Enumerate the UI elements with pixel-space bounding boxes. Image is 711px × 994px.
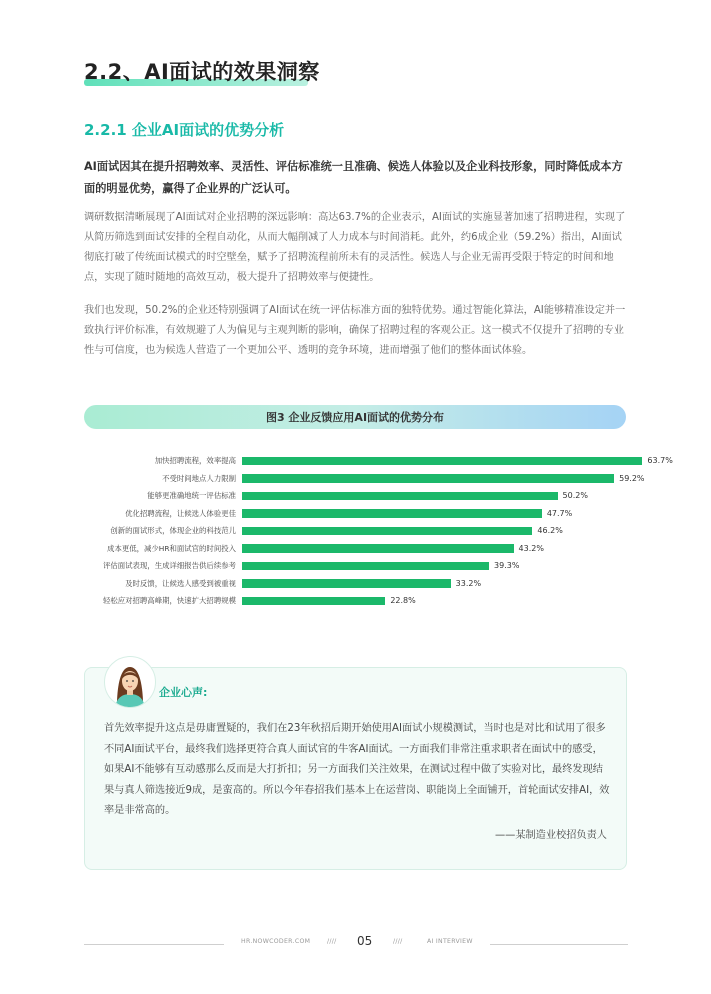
subsection-title: 2.2.1 企业AI面试的优势分析 — [84, 121, 285, 139]
figure-title-bar — [84, 405, 626, 429]
footer-slash-left: //// — [327, 938, 337, 945]
chart-bar — [242, 579, 451, 588]
page-number: 05 — [357, 934, 373, 948]
chart-value-label: 46.2% — [537, 526, 563, 535]
body-paragraph-2: 我们也发现，50.2%的企业还特别强调了AI面试在统一评估标准方面的独特优势。通过智能化算法，AI能够精准设定并一致执行评价标准，有效规避了人为偏见与主观判断的影响，确保了招聘过程的客观公正。这一模式不仅提升了招聘的专业性与可信度，也为候选人营造了一个更加公平、透明的竞争环境，进而增强了他们的整体面试体验。 — [84, 305, 626, 356]
footer-slash-right: //// — [393, 938, 403, 945]
figure-title: 图3 企业反馈应用AI面试的优势分布 — [265, 411, 445, 424]
chart-category-label: 能够更准确地统一评估标准 — [147, 491, 236, 500]
chart-value-label: 47.7% — [546, 508, 573, 518]
body-paragraph-1: 调研数据清晰展现了AI面试对企业招聘的深远影响：高达63.7%的企业表示，AI面试的实施显著加速了招聘进程，实现了从简历筛选到面试安排的全程自动化，从而大幅削减了人力成本与时间消耗。此外，约6成企业（59.2%）指出，AI面试彻底打破了传统面试模式的时空壁垒，赋予了招聘流程前所未有的灵活性。候选人与企业无需再受限于特定的时间和地点，实现了随时随地的高效互动，极大提升了招聘效率与便捷性。 — [84, 212, 626, 283]
chart-row — [84, 540, 644, 558]
section-title: 2.2、AI面试的效果洞察 — [84, 60, 320, 84]
woman-avatar-icon — [105, 657, 155, 707]
chart-row — [84, 592, 644, 610]
chart-category-label: 成本更低，减少HR和面试官的时间投入 — [107, 543, 236, 553]
footer-divider-left — [84, 944, 224, 945]
chart-category-label: 不受时间地点人力限制 — [162, 473, 236, 483]
chart-category-label: 优化招聘流程，让候选人体验更佳 — [125, 508, 236, 518]
chart-bar — [242, 544, 514, 553]
quote-heading: 企业心声: — [159, 686, 208, 699]
footer-site: HR.NOWCODER.COM — [241, 938, 311, 945]
avatar — [104, 656, 156, 708]
chart-value-label: 33.2% — [455, 578, 482, 588]
chart-category-label: 及时反馈，让候选人感受到被重视 — [125, 578, 236, 588]
chart-category-label: 创新的面试形式，体现企业的科技范儿 — [110, 526, 236, 535]
chart-bar — [242, 527, 532, 536]
chart-row — [84, 522, 644, 540]
chart-value-label: 50.2% — [562, 491, 588, 500]
chart-bar — [242, 492, 558, 501]
quote-signature: ——某制造业校招负责人 — [494, 830, 607, 841]
footer-tag: AI INTERVIEW — [427, 938, 473, 945]
chart-row — [84, 505, 644, 523]
chart-row — [84, 575, 644, 593]
chart-category-label: 评估面试表现，生成详细报告供后续参考 — [102, 561, 236, 570]
quote-body: 首先效率提升这点是毋庸置疑的，我们在23年秋招后期开始使用AI面试小规模测试，当时也是对比和试用了很多不同AI面试平台，最终我们选择更符合真人面试官的牛客AI面试。一方面我们非常注重求职者在面试中的感受，如果AI不能够有互动感那么反而是大打折扣；另一方面我们关注效果，在测试过程中做了实验对比，最终发现结果与真人筛选接近9成，是蛮高的。所以今年春招我们基本上在运营岗、职能岗上全面铺开，首轮面试安排AI，效率是非常高的。 — [104, 723, 610, 816]
chart-value-label: 43.2% — [518, 543, 544, 553]
chart-value-label: 59.2% — [619, 473, 645, 483]
chart-bar — [242, 474, 614, 483]
chart-category-label: 加快招聘流程，效率提高 — [154, 456, 236, 465]
chart-value-label: 39.3% — [494, 561, 520, 570]
chart-row — [84, 452, 673, 470]
chart-value-label: 63.7% — [647, 456, 673, 465]
chart-row — [84, 470, 644, 488]
chart-row — [84, 487, 644, 505]
chart-row — [84, 557, 644, 575]
chart-bar — [242, 597, 385, 606]
chart-value-label: 22.8% — [390, 596, 416, 605]
lead-paragraph: AI面试因其在提升招聘效率、灵活性、评估标准统一且准确、候选人体验以及企业科技形象，同时降低成本方面的明显优势，赢得了企业界的广泛认可。 — [84, 160, 623, 195]
advantage-bar-chart — [84, 452, 673, 618]
footer-divider-right — [490, 944, 628, 945]
chart-bar — [242, 562, 489, 571]
chart-bar — [242, 457, 642, 466]
chart-category-label: 轻松应对招聘高峰期，快速扩大招聘规模 — [102, 596, 236, 605]
chart-bar — [242, 509, 542, 518]
